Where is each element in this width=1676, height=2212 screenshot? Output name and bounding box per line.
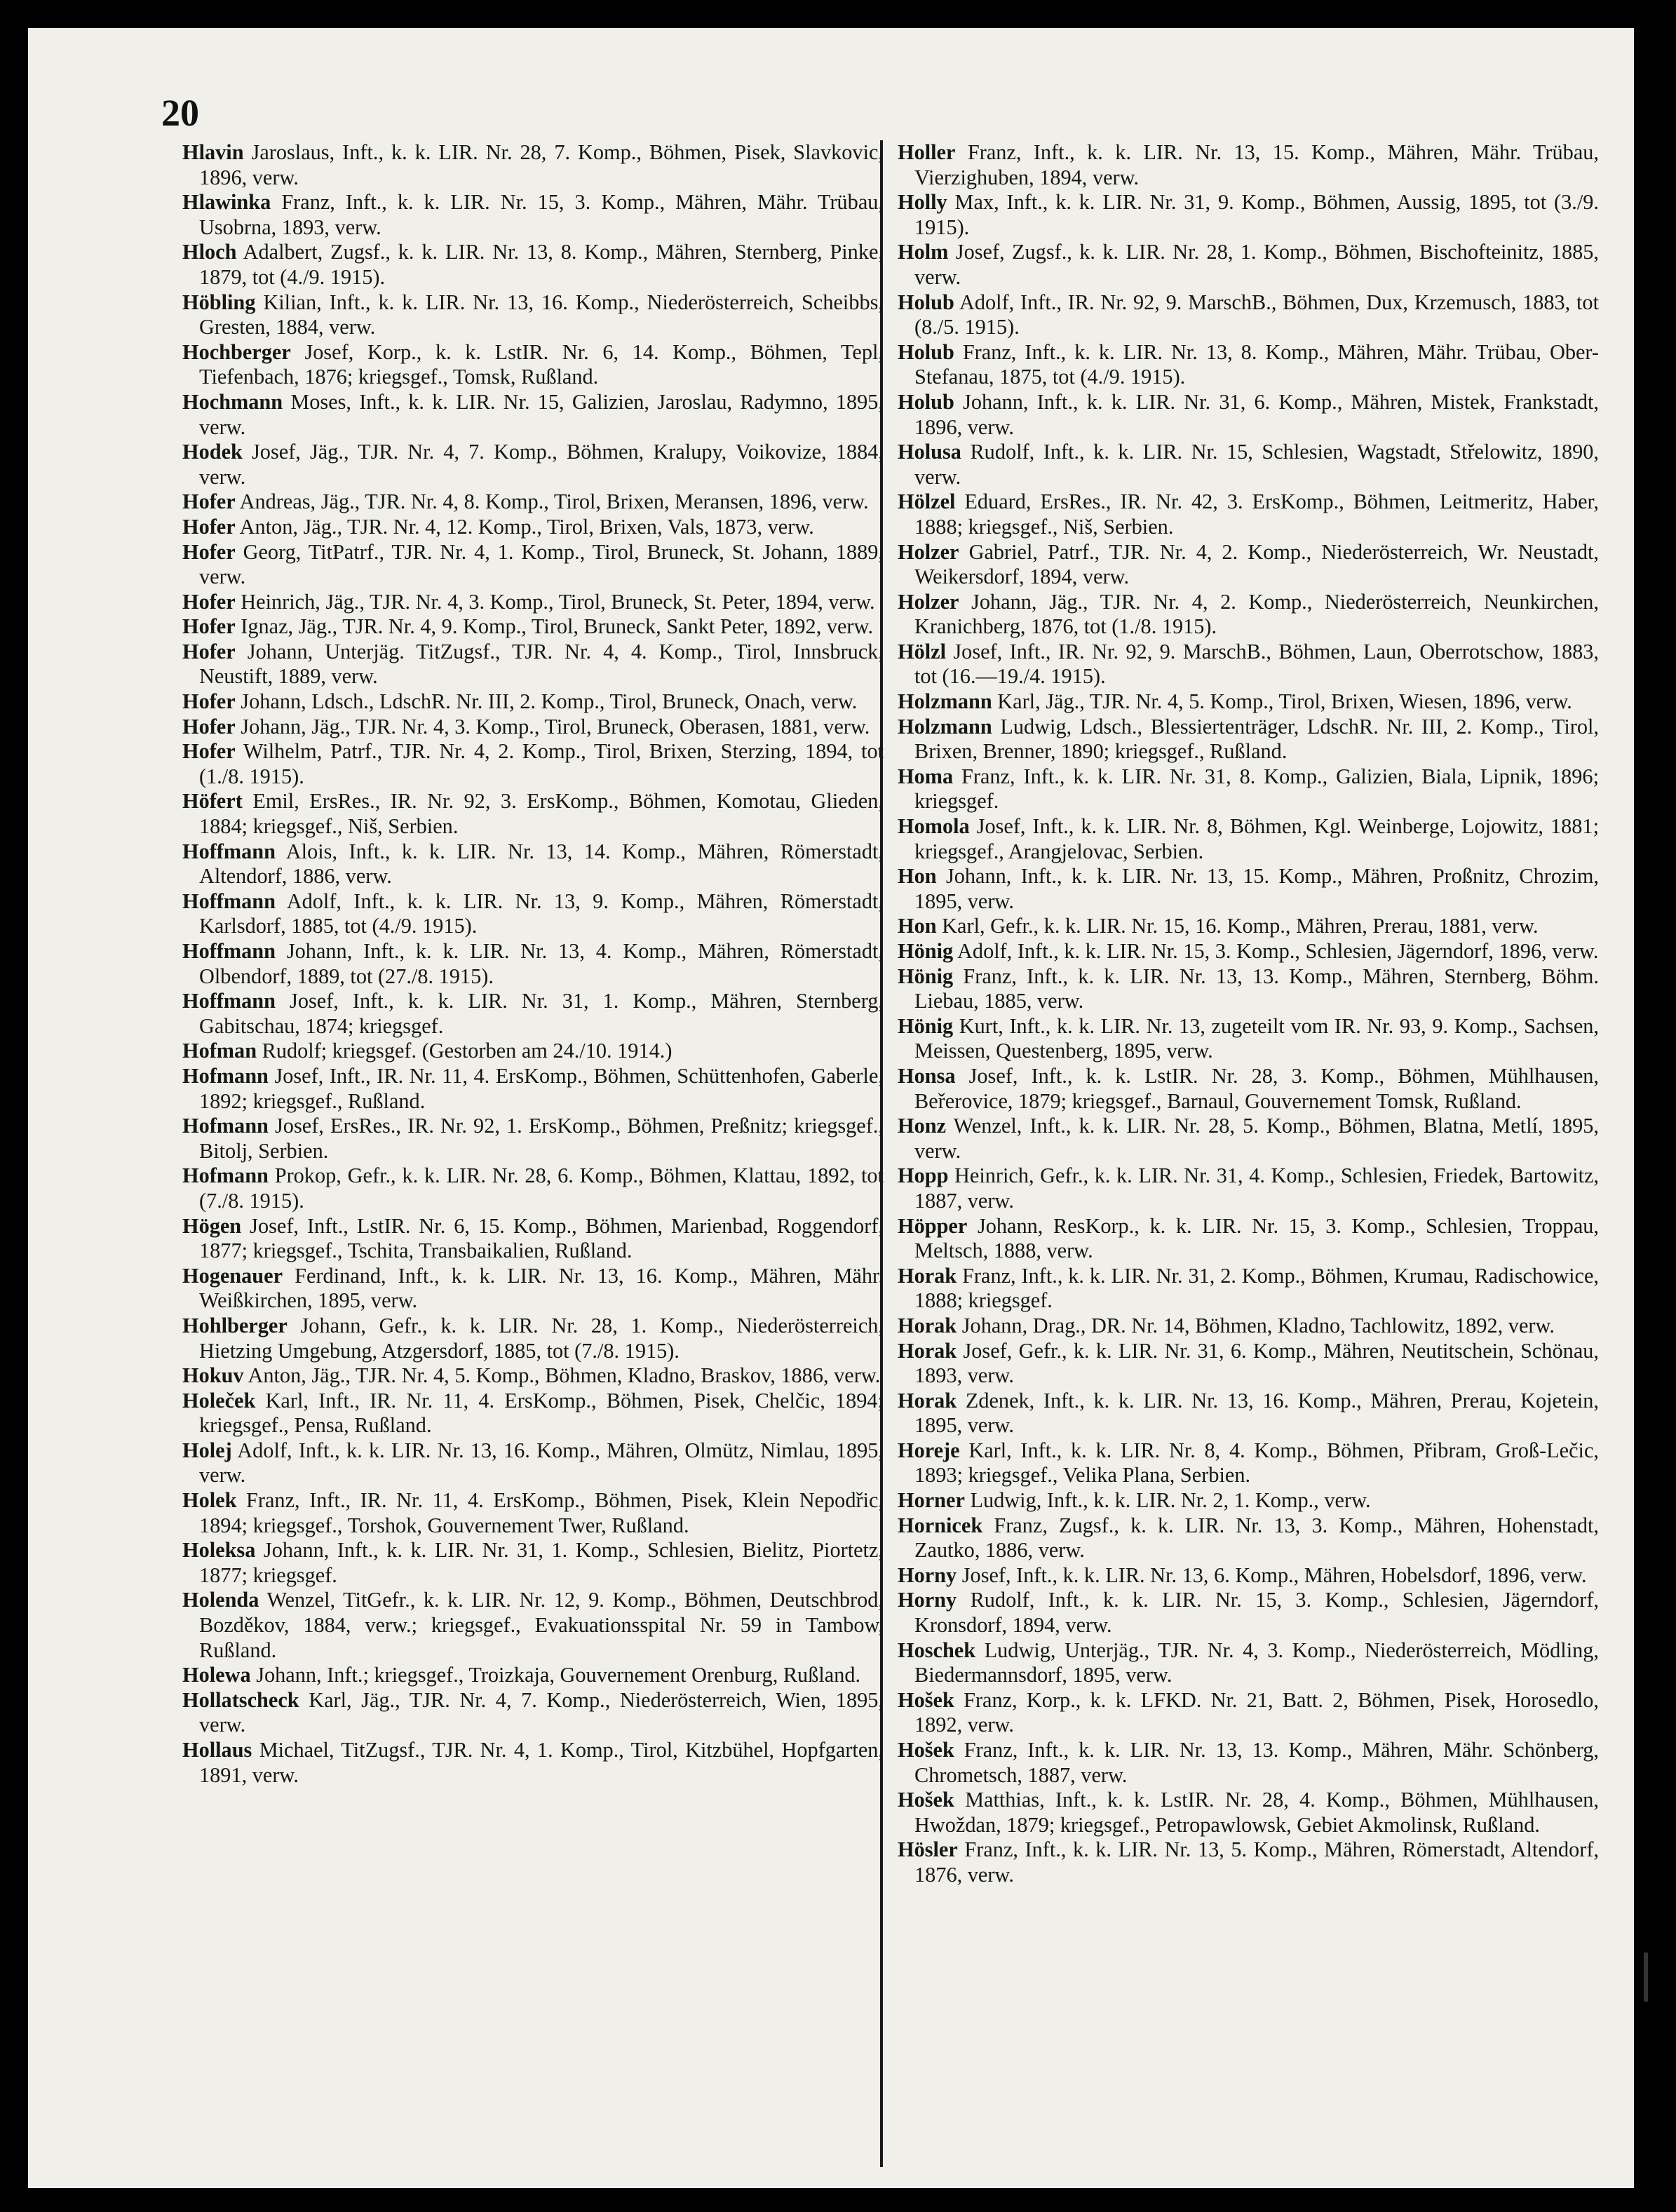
entry-surname: Hoffmann (182, 839, 276, 863)
entry-surname: Hošek (898, 1687, 954, 1712)
entry-details: Johann, Drag., DR. Nr. 14, Böhmen, Kladno, Tachlowitz, 1892, verw. (961, 1313, 1555, 1337)
entry-details: Franz, Inft., k. k. LIR. Nr. 31, 2. Komp., Böhmen, Krumau, Radischowice, 1888; kriegsgef. (914, 1263, 1599, 1313)
entry-details: Josef, Inft., k. k. LIR. Nr. 8, Böhmen, Kgl. Weinberge, Lojowitz, 1881; kriegsgef., Arangjelovac, Serbien. (914, 814, 1599, 863)
register-entry (182, 290, 884, 340)
entry-details: Heinrich, Jäg., TJR. Nr. 4, 3. Komp., Tirol, Bruneck, St. Peter, 1894, verw. (241, 589, 875, 614)
entry-details: Anton, Jäg., TJR. Nr. 4, 5. Komp., Böhmen, Kladno, Braskov, 1886, verw. (248, 1363, 881, 1388)
entry-details: Johann, Inft.; kriegsgef., Troizkaja, Gouvernement Orenburg, Rußland. (256, 1663, 861, 1687)
entry-surname: Horak (898, 1313, 957, 1337)
register-entry (898, 914, 1599, 939)
entry-surname: Hofmann (182, 1164, 269, 1188)
register-entry (182, 1114, 884, 1164)
entry-details: Adolf, Inft., IR. Nr. 92, 9. MarschB., Böhmen, Dux, Krzemusch, 1883, tot (8./5. 1915). (914, 290, 1600, 339)
entry-details: Franz, Inft., k. k. LIR. Nr. 13, 8. Komp., Mähren, Mähr. Trübau, Ober-Stefanau, 1875, tot (4./9. 1915). (914, 339, 1599, 389)
entry-surname: Hofmann (182, 1063, 269, 1088)
entry-surname: Hopp (898, 1164, 949, 1188)
entry-surname: Hönig (898, 939, 954, 963)
document-page (28, 28, 1634, 2188)
entry-details: Josef, Zugsf., k. k. LIR. Nr. 28, 1. Komp., Böhmen, Bischofteinitz, 1885, verw. (914, 240, 1599, 289)
entry-details: Johann, Inft., k. k. LIR. Nr. 13, 4. Komp., Mähren, Römerstadt, Olbendorf, 1889, tot (27./8. 1915). (199, 939, 884, 988)
register-entry (182, 1314, 884, 1363)
register-entry (182, 1538, 884, 1588)
entry-surname: Hošek (898, 1788, 954, 1812)
entry-surname: Hofer (182, 739, 236, 764)
register-entry (898, 1264, 1599, 1314)
entry-details: Adalbert, Zugsf., k. k. LIR. Nr. 13, 8. Komp., Mähren, Sternberg, Pinke, 1879, tot (4./9. 1915). (199, 240, 884, 289)
entry-surname: Holler (898, 140, 956, 164)
entry-details: Johann, Ldsch., LdschR. Nr. III, 2. Komp., Tirol, Bruneck, Onach, verw. (241, 689, 858, 714)
entry-details: Franz, Inft., k. k. LIR. Nr. 31, 8. Komp., Galizien, Biala, Lipnik, 1896; kriegsgef. (914, 764, 1599, 814)
register-entry (898, 939, 1599, 964)
register-entry (182, 739, 884, 789)
register-entry (898, 1064, 1599, 1114)
entry-details: Heinrich, Gefr., k. k. LIR. Nr. 31, 4. Komp., Schlesien, Friedek, Bartowitz, 1887, verw. (914, 1164, 1600, 1213)
register-entry (898, 1688, 1599, 1738)
register-entry (182, 440, 884, 490)
entry-surname: Hofer (182, 514, 236, 539)
entry-surname: Homola (898, 814, 970, 839)
entry-surname: Horak (898, 1263, 957, 1288)
register-entry (182, 240, 884, 290)
entry-surname: Holusa (898, 440, 961, 464)
entry-details: Josef, Inft., k. k. LstIR. Nr. 28, 3. Komp., Böhmen, Mühlhausen, Beřerovice, 1879; kriegsgef., Barnaul, Gouvernement Tomsk, Rußland. (914, 1063, 1599, 1113)
register-entry (182, 1064, 884, 1114)
register-entry (898, 1164, 1599, 1213)
register-entry (182, 614, 884, 640)
entry-surname: Hofer (182, 589, 236, 614)
register-entry (898, 1788, 1599, 1837)
register-entry (898, 689, 1599, 715)
register-entry (898, 390, 1599, 440)
entry-details: Franz, Inft., IR. Nr. 11, 4. ErsKomp., Böhmen, Pisek, Klein Nepodřic, 1894; kriegsgef., Torshok, Gouvernement Twer, Rußland. (199, 1488, 884, 1537)
entry-details: Gabriel, Patrf., TJR. Nr. 4, 2. Komp., Niederösterreich, Wr. Neustadt, Weikersdorf, 1894, verw. (914, 539, 1599, 589)
entry-surname: Holub (898, 339, 954, 364)
entry-surname: Hoschek (898, 1638, 976, 1662)
entry-details: Andreas, Jäg., TJR. Nr. 4, 8. Komp., Tirol, Brixen, Meransen, 1896, verw. (239, 490, 869, 514)
entry-surname: Höbling (182, 290, 256, 314)
register-entry (898, 1638, 1599, 1688)
register-entry (898, 1114, 1599, 1164)
entry-surname: Hlawinka (182, 190, 271, 215)
register-entry (898, 1339, 1599, 1389)
register-entry (898, 1513, 1599, 1563)
entry-surname: Hodek (182, 440, 243, 464)
entry-details: Franz, Inft., k. k. LIR. Nr. 13, 15. Komp., Mähren, Mähr. Trübau, Vierzighuben, 1894, verw. (914, 140, 1599, 189)
entry-details: Franz, Inft., k. k. LIR. Nr. 13, 5. Komp., Mähren, Römerstadt, Altendorf, 1876, verw. (914, 1837, 1599, 1887)
entry-surname: Holzer (898, 539, 959, 564)
entry-surname: Hon (898, 914, 937, 938)
entry-surname: Hochmann (182, 389, 283, 414)
entry-details: Josef, Gefr., k. k. LIR. Nr. 31, 6. Komp., Mähren, Neutitschein, Schönau, 1893, verw. (914, 1338, 1599, 1388)
entry-surname: Hollatscheck (182, 1687, 299, 1712)
entry-surname: Holub (898, 290, 954, 314)
entry-surname: Hofman (182, 1039, 257, 1063)
register-entry (182, 839, 884, 889)
entry-details: Ludwig, Unterjäg., TJR. Nr. 4, 3. Komp., Niederösterreich, Mödling, Biedermannsdorf, 1895, verw. (914, 1638, 1600, 1687)
register-entry (898, 814, 1599, 864)
entry-surname: Horak (898, 1338, 957, 1363)
register-entry (182, 590, 884, 615)
entry-details: Eduard, ErsRes., IR. Nr. 42, 3. ErsKomp., Böhmen, Leitmeritz, Haber, 1888; kriegsgef., Niš, Serbien. (914, 490, 1599, 539)
register-entry (898, 1314, 1599, 1339)
entry-surname: Hösler (898, 1837, 958, 1862)
entry-details: Ignaz, Jäg., TJR. Nr. 4, 9. Komp., Tirol, Bruneck, Sankt Peter, 1892, verw. (241, 614, 874, 639)
register-entry (898, 540, 1599, 590)
entry-details: Josef, Inft., IR. Nr. 92, 9. MarschB., Böhmen, Laun, Oberrotschow, 1883, tot (16.—19./4. 1915). (914, 639, 1599, 689)
margin-mark (1644, 1953, 1648, 2002)
entry-details: Ludwig, Inft., k. k. LIR. Nr. 2, 1. Komp., verw. (970, 1488, 1371, 1513)
entry-details: Wenzel, TitGefr., k. k. LIR. Nr. 12, 9. Komp., Böhmen, Deutschbrod, Bozděkov, 1884, verw.; kriegsgef., Evakuationsspital Nr. 59 in Tambow, Rußland. (199, 1588, 884, 1662)
entry-details: Josef, Inft., k. k. LIR. Nr. 31, 1. Komp., Mähren, Sternberg, Gabitschau, 1874; kriegsgef. (199, 989, 884, 1038)
register-entry (182, 939, 884, 989)
register-entry (182, 390, 884, 440)
register-entry (182, 140, 884, 190)
register-entry (182, 1488, 884, 1538)
entry-details: Karl, Inft., k. k. LIR. Nr. 8, 4. Komp., Böhmen, Přibram, Groß-Lečic, 1893; kriegsgef., Velika Plana, Serbien. (914, 1438, 1599, 1488)
entry-surname: Hönig (898, 1013, 954, 1038)
entry-details: Ludwig, Ldsch., Blessiertenträger, LdschR. Nr. III, 2. Komp., Tirol, Brixen, Brenner, 1890; kriegsgef., Rußland. (914, 714, 1599, 764)
register-entry (898, 764, 1599, 814)
entry-details: Georg, TitPatrf., TJR. Nr. 4, 1. Komp., Tirol, Bruneck, St. Johann, 1889, verw. (199, 539, 884, 589)
entry-surname: Hošek (898, 1738, 954, 1762)
entry-details: Karl, Jäg., TJR. Nr. 4, 7. Komp., Niederösterreich, Wien, 1895, verw. (199, 1687, 884, 1737)
entry-surname: Hon (898, 864, 937, 889)
entry-details: Franz, Korp., k. k. LFKD. Nr. 21, Batt. 2, Böhmen, Pisek, Horosedlo, 1892, verw. (914, 1687, 1599, 1737)
entry-surname: Hornicek (898, 1513, 983, 1537)
entry-surname: Hönig (898, 964, 954, 988)
entry-details: Alois, Inft., k. k. LIR. Nr. 13, 14. Komp., Mähren, Römerstadt, Altendorf, 1886, verw. (199, 839, 884, 889)
entry-details: Michael, TitZugsf., TJR. Nr. 4, 1. Komp., Tirol, Kitzbühel, Hopfgarten, 1891, verw. (199, 1738, 884, 1787)
entry-surname: Hofer (182, 714, 236, 739)
entry-surname: Holub (898, 389, 954, 414)
entry-details: Johann, Jäg., TJR. Nr. 4, 2. Komp., Niederösterreich, Neunkirchen, Kranichberg, 1876, tot (1./8. 1915). (914, 589, 1599, 639)
entry-details: Wenzel, Inft., k. k. LIR. Nr. 28, 5. Komp., Böhmen, Blatna, Metlí, 1895, verw. (914, 1114, 1599, 1163)
entry-details: Josef, Inft., LstIR. Nr. 6, 15. Komp., Böhmen, Marienbad, Roggendorf, 1877; kriegsgef., Tschita, Transbaikalien, Rußland. (199, 1213, 884, 1263)
register-entry (182, 689, 884, 715)
right-column (898, 140, 1599, 1888)
entry-surname: Hofer (182, 639, 236, 663)
entry-details: Zdenek, Inft., k. k. LIR. Nr. 13, 16. Komp., Mähren, Prerau, Kojetein, 1895, verw. (914, 1388, 1599, 1438)
entry-details: Josef, ErsRes., IR. Nr. 92, 1. ErsKomp., Böhmen, Preßnitz; kriegsgef., Bitolj, Serbien. (199, 1114, 884, 1163)
entry-details: Josef, Inft., k. k. LIR. Nr. 13, 6. Komp., Mähren, Hobelsdorf, 1896, verw. (961, 1563, 1587, 1587)
entry-details: Max, Inft., k. k. LIR. Nr. 31, 9. Komp., Böhmen, Aussig, 1895, tot (3./9. 1915). (914, 190, 1599, 239)
register-entry (898, 715, 1599, 764)
entry-surname: Hohlberger (182, 1313, 288, 1337)
entry-details: Franz, Inft., k. k. LIR. Nr. 13, 13. Komp., Mähren, Mähr. Schönberg, Chrometsch, 1887, verw. (914, 1738, 1600, 1787)
entry-details: Kurt, Inft., k. k. LIR. Nr. 13, zugeteilt vom IR. Nr. 93, 9. Komp., Sachsen, Meissen, Questenberg, 1895, verw. (914, 1013, 1599, 1063)
entry-surname: Hoffmann (182, 889, 276, 913)
register-entry (182, 340, 884, 390)
entry-details: Josef, Inft., IR. Nr. 11, 4. ErsKomp., Böhmen, Schüttenhofen, Gaberle, 1892; kriegsgef., Rußland. (199, 1063, 884, 1113)
entry-surname: Höpper (898, 1213, 968, 1238)
entry-surname: Holzer (898, 589, 959, 614)
entry-surname: Hlavin (182, 140, 244, 164)
page-number: 20 (161, 92, 199, 134)
entry-details: Anton, Jäg., TJR. Nr. 4, 12. Komp., Tirol, Brixen, Vals, 1873, verw. (239, 514, 814, 539)
register-entry (182, 1363, 884, 1389)
register-entry (182, 190, 884, 240)
entry-details: Johann, ResKorp., k. k. LIR. Nr. 15, 3. Komp., Schlesien, Troppau, Meltsch, 1888, verw. (914, 1213, 1599, 1263)
left-column (182, 140, 884, 1788)
entry-details: Matthias, Inft., k. k. LstIR. Nr. 28, 4. Komp., Böhmen, Mühlhausen, Hwoždan, 1879; kriegsgef., Petropawlowsk, Gebiet Akmolinsk, Rußland. (914, 1788, 1599, 1837)
entry-surname: Hloch (182, 240, 237, 264)
entry-details: Johann, Inft., k. k. LIR. Nr. 13, 15. Komp., Mähren, Proßnitz, Chrozim, 1895, verw. (914, 864, 1600, 913)
entry-details: Johann, Inft., k. k. LIR. Nr. 31, 6. Komp., Mähren, Mistek, Frankstadt, 1896, verw. (914, 389, 1599, 439)
entry-surname: Hokuv (182, 1363, 244, 1388)
register-entry (182, 540, 884, 590)
register-entry (182, 1164, 884, 1213)
entry-details: Franz, Zugsf., k. k. LIR. Nr. 13, 3. Komp., Mähren, Hohenstadt, Zautko, 1886, verw. (914, 1513, 1599, 1563)
entry-details: Jaroslaus, Inft., k. k. LIR. Nr. 28, 7. Komp., Böhmen, Pisek, Slavkovic, 1896, verw. (199, 140, 884, 189)
entry-surname: Holek (182, 1488, 237, 1513)
register-entry (182, 1438, 884, 1488)
entry-details: Franz, Inft., k. k. LIR. Nr. 13, 13. Komp., Mähren, Sternberg, Böhm. Liebau, 1885, verw. (914, 964, 1600, 1013)
register-entry (898, 590, 1599, 640)
entry-surname: Hofer (182, 689, 236, 714)
register-entry (898, 1214, 1599, 1264)
register-entry (898, 190, 1599, 240)
register-entry (182, 1264, 884, 1314)
entry-surname: Holzmann (898, 689, 992, 714)
entry-surname: Horny (898, 1588, 957, 1612)
entry-details: Adolf, Inft., k. k. LIR. Nr. 13, 16. Komp., Mähren, Olmütz, Nimlau, 1895, verw. (199, 1438, 884, 1488)
entry-surname: Holenda (182, 1588, 259, 1612)
register-entry (898, 1389, 1599, 1438)
register-entry (898, 1837, 1599, 1887)
entry-surname: Höfert (182, 789, 243, 814)
register-entry (898, 440, 1599, 490)
entry-surname: Hochberger (182, 339, 291, 364)
entry-details: Emil, ErsRes., IR. Nr. 92, 3. ErsKomp., Böhmen, Komotau, Glieden, 1884; kriegsgef., Niš, Serbien. (199, 789, 884, 839)
register-entry (898, 1014, 1599, 1064)
register-entry (898, 490, 1599, 539)
entry-details: Johann, Gefr., k. k. LIR. Nr. 28, 1. Komp., Niederösterreich, Hietzing Umgebung, Atzgersdorf, 1885, tot (7./8. 1915). (199, 1313, 884, 1363)
entry-surname: Hölzl (898, 639, 946, 663)
entry-details: Johann, Jäg., TJR. Nr. 4, 3. Komp., Tirol, Bruneck, Oberasen, 1881, verw. (241, 714, 870, 739)
register-entry (182, 1663, 884, 1688)
register-entry (898, 340, 1599, 390)
entry-surname: Holeček (182, 1388, 256, 1412)
entry-surname: Holeksa (182, 1538, 256, 1563)
register-entry (898, 640, 1599, 689)
register-entry (182, 715, 884, 740)
register-entry (182, 1588, 884, 1663)
register-entry (898, 1438, 1599, 1488)
register-entry (898, 240, 1599, 290)
entry-details: Karl, Gefr., k. k. LIR. Nr. 15, 16. Komp., Mähren, Prerau, 1881, verw. (942, 914, 1539, 938)
entry-details: Wilhelm, Patrf., TJR. Nr. 4, 2. Komp., Tirol, Brixen, Sterzing, 1894, tot (1./8. 1915). (199, 739, 884, 788)
register-entry (898, 1588, 1599, 1638)
entry-surname: Holly (898, 190, 947, 215)
register-entry (898, 1563, 1599, 1589)
entry-surname: Holm (898, 240, 949, 264)
register-entry (182, 1389, 884, 1438)
register-entry (898, 140, 1599, 190)
entry-details: Prokop, Gefr., k. k. LIR. Nr. 28, 6. Komp., Böhmen, Klattau, 1892, tot (7./8. 1915). (199, 1164, 884, 1213)
register-entry (182, 490, 884, 515)
entry-surname: Horner (898, 1488, 965, 1513)
entry-surname: Honsa (898, 1063, 956, 1088)
register-entry (182, 989, 884, 1039)
entry-details: Rudolf; kriegsgef. (Gestorben am 24./10. 1914.) (262, 1039, 673, 1063)
entry-surname: Hölzel (898, 490, 956, 514)
entry-surname: Högen (182, 1213, 242, 1238)
entry-surname: Hollaus (182, 1738, 252, 1762)
entry-surname: Holewa (182, 1663, 251, 1687)
entry-details: Adolf, Inft., k. k. LIR. Nr. 13, 9. Komp., Mähren, Römerstadt, Karlsdorf, 1885, tot (4./9. 1915). (199, 889, 884, 938)
entry-surname: Hofer (182, 539, 236, 564)
entry-surname: Hogenauer (182, 1263, 283, 1288)
entry-surname: Holzmann (898, 714, 992, 739)
entry-details: Moses, Inft., k. k. LIR. Nr. 15, Galizien, Jaroslau, Radymno, 1895, verw. (199, 389, 884, 439)
entry-surname: Hofer (182, 490, 236, 514)
entry-surname: Horak (898, 1388, 957, 1412)
entry-surname: Horny (898, 1563, 957, 1587)
entry-details: Karl, Jäg., TJR. Nr. 4, 5. Komp., Tirol, Brixen, Wiesen, 1896, verw. (997, 689, 1572, 714)
entry-surname: Honz (898, 1114, 947, 1138)
entry-details: Franz, Inft., k. k. LIR. Nr. 15, 3. Komp., Mähren, Mähr. Trübau, Usobrna, 1893, verw. (199, 190, 884, 239)
register-entry (182, 1738, 884, 1788)
entry-surname: Hofmann (182, 1114, 269, 1138)
entry-surname: Hofer (182, 614, 236, 639)
entry-details: Kilian, Inft., k. k. LIR. Nr. 13, 16. Komp., Niederösterreich, Scheibbs, Gresten, 1884, verw. (199, 290, 884, 339)
register-entry (182, 889, 884, 939)
entry-surname: Homa (898, 764, 954, 788)
entry-details: Karl, Inft., IR. Nr. 11, 4. ErsKomp., Böhmen, Pisek, Chelčic, 1894; kriegsgef., Pensa, Rußland. (199, 1388, 884, 1438)
entry-details: Johann, Inft., k. k. LIR. Nr. 31, 1. Komp., Schlesien, Bielitz, Piortetz, 1877; kriegsgef. (199, 1538, 884, 1587)
register-entry (182, 1039, 884, 1064)
register-entry (182, 789, 884, 839)
entry-surname: Hoffmann (182, 989, 276, 1013)
entry-details: Johann, Unterjäg. TitZugsf., TJR. Nr. 4, 4. Komp., Tirol, Innsbruck, Neustift, 1889, verw. (199, 639, 884, 689)
register-entry (182, 640, 884, 689)
register-entry (898, 864, 1599, 914)
entry-surname: Holej (182, 1438, 232, 1462)
entry-surname: Hoffmann (182, 939, 276, 963)
register-entry (182, 1688, 884, 1738)
register-entry (898, 1738, 1599, 1788)
entry-surname: Horeje (898, 1438, 960, 1462)
entry-details: Josef, Korp., k. k. LstIR. Nr. 6, 14. Komp., Böhmen, Tepl, Tiefenbach, 1876; kriegsgef., Tomsk, Rußland. (199, 339, 884, 389)
entry-details: Adolf, Inft., k. k. LIR. Nr. 15, 3. Komp., Schlesien, Jägerndorf, 1896, verw. (957, 939, 1599, 963)
register-entry (898, 290, 1599, 340)
register-entry (898, 1488, 1599, 1513)
entry-details: Rudolf, Inft., k. k. LIR. Nr. 15, Schlesien, Wagstadt, Střelowitz, 1890, verw. (914, 440, 1599, 489)
register-entry (182, 1214, 884, 1264)
entry-details: Josef, Jäg., TJR. Nr. 4, 7. Komp., Böhmen, Kralupy, Voikovize, 1884, verw. (199, 440, 884, 489)
register-entry (898, 964, 1599, 1014)
entry-details: Rudolf, Inft., k. k. LIR. Nr. 15, 3. Komp., Schlesien, Jägerndorf, Kronsdorf, 1894, verw. (914, 1588, 1599, 1638)
entry-details: Ferdinand, Inft., k. k. LIR. Nr. 13, 16. Komp., Mähren, Mähr. Weißkirchen, 1895, verw. (199, 1263, 884, 1313)
register-entry (182, 515, 884, 540)
